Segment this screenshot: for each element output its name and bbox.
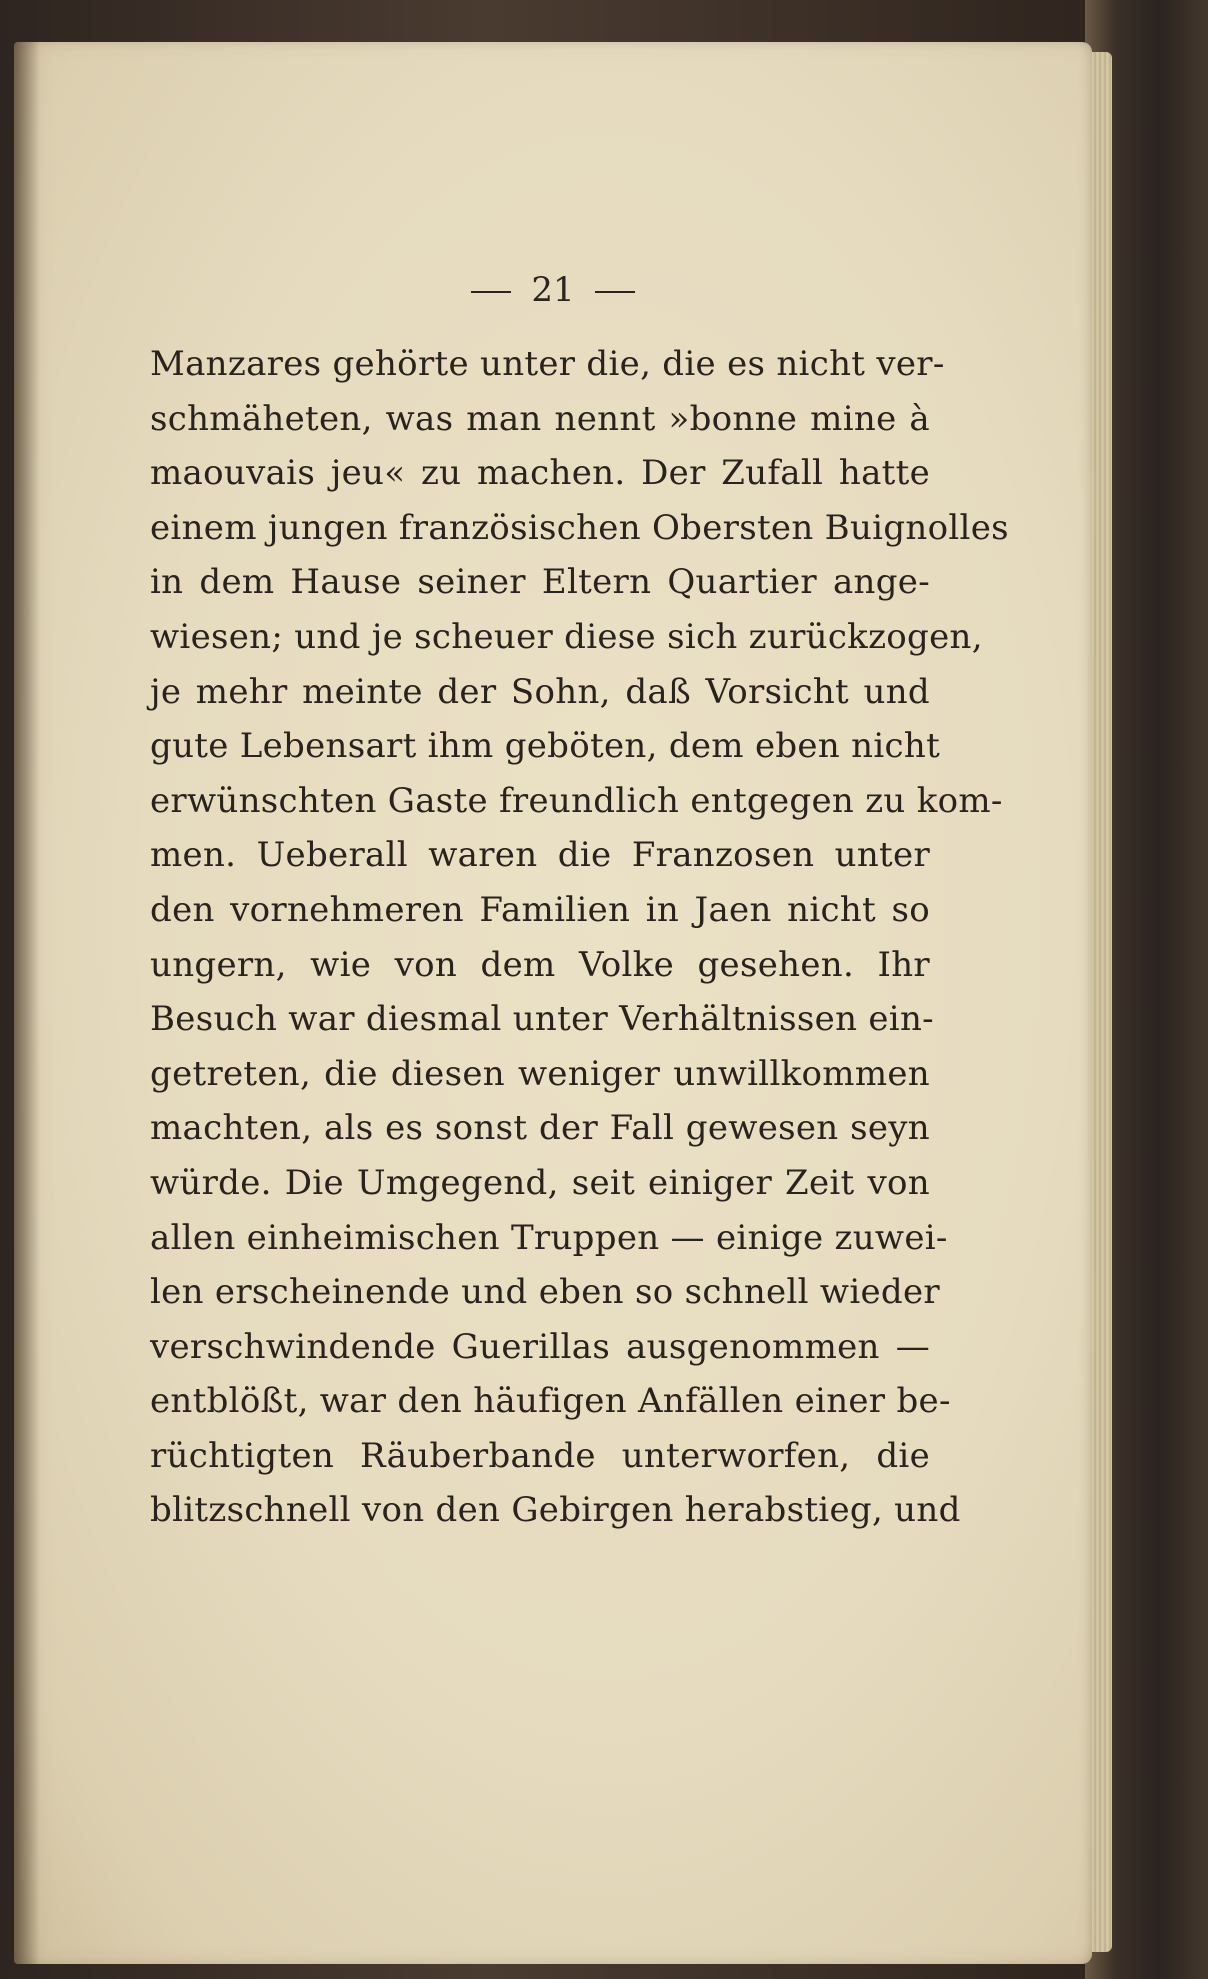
text-line: in dem Hause seiner Eltern Quartier ange- <box>150 562 930 603</box>
text-line: getreten, die diesen weniger unwillkommen <box>150 1053 930 1094</box>
text-line: schmäheten, was man nennt »bonne mine à <box>150 398 930 439</box>
text-line: len erscheinende und eben so schnell wieder <box>150 1272 940 1313</box>
header-dash-left <box>471 291 511 293</box>
text-line: machten, als es sonst der Fall gewesen seyn <box>150 1108 930 1149</box>
text-line: Besuch war diesmal unter Verhältnissen ein- <box>150 999 934 1040</box>
text-line: blitzschnell von den Gebirgen herabstieg, und <box>150 1490 961 1531</box>
text-line: maouvais jeu« zu machen. Der Zufall hatte <box>150 453 930 494</box>
text-line: ungern, wie von dem Volke gesehen. Ihr <box>150 944 930 985</box>
text-line: rüchtigten Räuberbande unterworfen, die <box>150 1435 930 1476</box>
text-line: Manzares gehörte unter die, die es nicht ver- <box>150 344 945 384</box>
body-text <box>150 337 1009 1538</box>
header-dash-right <box>595 291 635 293</box>
text-line: den vornehmeren Familien in Jaen nicht so <box>150 889 930 930</box>
text-line: je mehr meinte der Sohn, daß Vorsicht und <box>150 671 930 712</box>
text-line: allen einheimischen Truppen — einige zuwei- <box>150 1217 948 1258</box>
page-header <box>14 270 1092 310</box>
text-line: wiesen; und je scheuer diese sich zurückzogen, <box>150 616 983 657</box>
text-line: erwünschten Gaste freundlich entgegen zu kom- <box>150 780 1003 821</box>
page-number: 21 <box>531 270 575 310</box>
page-gutter-shadow <box>14 42 40 1964</box>
text-line: entblößt, war den häufigen Anfällen einer be- <box>150 1381 951 1422</box>
text-line: verschwindende Guerillas ausgenommen — <box>150 1326 930 1367</box>
text-line: gute Lebensart ihm geböten, dem eben nicht <box>150 726 941 767</box>
text-line: würde. Die Umgegend, seit einiger Zeit von <box>150 1162 930 1203</box>
text-line: men. Ueberall waren die Franzosen unter <box>150 835 930 876</box>
book-page <box>14 42 1092 1964</box>
text-line: einem jungen französischen Obersten Buignolles <box>150 507 1009 548</box>
